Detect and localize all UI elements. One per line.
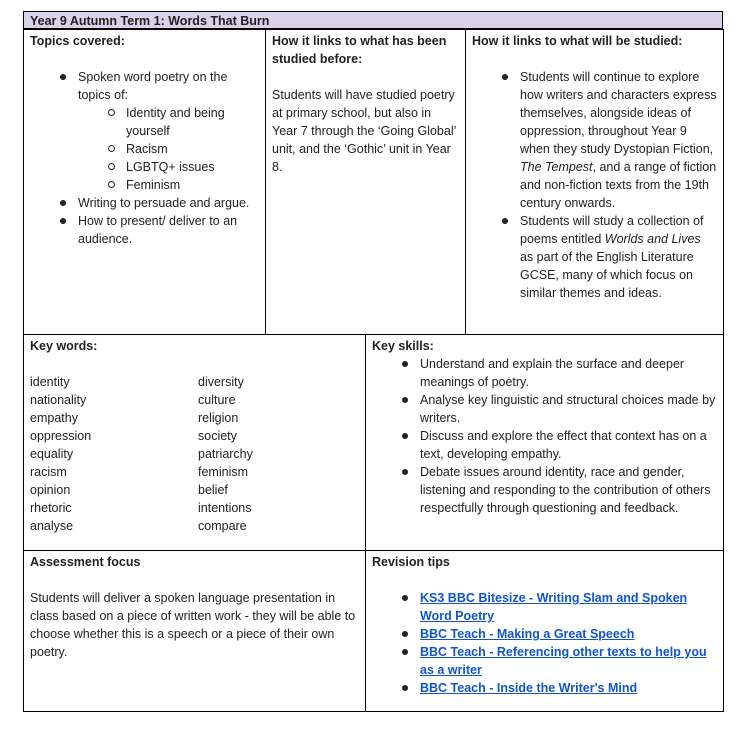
keyword: identity bbox=[30, 375, 70, 389]
skills-heading: Key skills: bbox=[372, 339, 434, 353]
keywords-grid bbox=[30, 373, 359, 535]
keyword: diversity bbox=[198, 375, 244, 389]
text-title: The Tempest bbox=[520, 160, 593, 174]
keyword: equality bbox=[30, 447, 74, 461]
future-heading: How it links to what will be studied: bbox=[472, 34, 683, 48]
keyword: racism bbox=[30, 465, 67, 479]
keyword: patriarchy bbox=[198, 447, 253, 461]
revision-cell bbox=[366, 551, 724, 712]
keyword: opinion bbox=[30, 483, 71, 497]
skills-cell bbox=[366, 335, 724, 551]
keyword: compare bbox=[198, 519, 247, 533]
prior-learning-cell bbox=[266, 30, 466, 335]
list-item: Racism bbox=[126, 140, 259, 158]
list-item: Understand and explain the surface and deeper meanings of poetry. bbox=[420, 355, 717, 391]
list-item: Feminism bbox=[126, 176, 259, 194]
list-item bbox=[420, 589, 717, 625]
list-item: Analyse key linguistic and structural choices made by writers. bbox=[420, 393, 716, 425]
revision-link-referencing[interactable]: BBC Teach - Referencing other texts to help you as a writer bbox=[420, 645, 707, 677]
top-section bbox=[23, 29, 724, 335]
keyword: analyse bbox=[30, 519, 74, 533]
assessment-cell bbox=[24, 551, 366, 712]
keywords-cell bbox=[24, 335, 366, 551]
list-item: How to present/ deliver to an audience. bbox=[78, 212, 259, 248]
revision-link-writers-mind[interactable]: BBC Teach - Inside the Writer's Mind bbox=[420, 681, 638, 695]
keyword: empathy bbox=[30, 411, 78, 425]
revision-link-speech[interactable]: BBC Teach - Making a Great Speech bbox=[420, 627, 635, 641]
list-item bbox=[420, 625, 717, 643]
keyword: oppression bbox=[30, 429, 92, 443]
assessment-body: Students will deliver a spoken language presentation in class based on a piece of written work - they will be able to choose whether this is a speech or a piece of their own poetry. bbox=[30, 591, 356, 659]
text-title: Worlds and Lives bbox=[604, 232, 701, 246]
page-title: Year 9 Autumn Term 1: Words That Burn bbox=[23, 11, 723, 29]
prior-heading: How it links to what has been studied before: bbox=[272, 34, 447, 66]
knowledge-organiser bbox=[23, 11, 723, 712]
keyword: intentions bbox=[198, 501, 252, 515]
assessment-heading: Assessment focus bbox=[30, 555, 141, 569]
topics-cell bbox=[24, 30, 266, 335]
keyword: belief bbox=[198, 483, 228, 497]
list-item: Writing to persuade and argue. bbox=[78, 194, 259, 212]
keyword: nationality bbox=[30, 393, 87, 407]
skills-list bbox=[372, 355, 717, 517]
keyword: feminism bbox=[198, 465, 249, 479]
future-list bbox=[472, 68, 717, 302]
topics-heading: Topics covered: bbox=[30, 34, 125, 48]
keyword: society bbox=[198, 429, 237, 443]
keyword: religion bbox=[198, 411, 239, 425]
keyword: rhetoric bbox=[30, 501, 72, 515]
list-item: Identity and being yourself bbox=[126, 104, 259, 140]
list-item bbox=[420, 643, 717, 679]
revision-list bbox=[372, 589, 717, 697]
prior-body: Students will have studied poetry at primary school, but also in Year 7 through the ‘Going Global’ unit, and the ‘Gothic’ unit in Year 8. bbox=[272, 88, 456, 174]
list-item: Discuss and explore the effect that context has on a text, developing empathy. bbox=[420, 427, 717, 463]
revision-link-bitesize[interactable]: KS3 BBC Bitesize - Writing Slam and Spoken Word Poetry bbox=[420, 591, 688, 623]
bottom-section bbox=[23, 334, 724, 712]
list-item: LGBTQ+ issues bbox=[126, 158, 259, 176]
list-item: Students will continue to explore how writers and characters express themselves, alongside ideas of oppression, throughout Year 9 when they study Dystopian Fiction, The Tempest, and a range of fiction and non-fiction texts from the 19th century onwards. bbox=[520, 70, 717, 210]
list-item: Debate issues around identity, race and gender, listening and responding to the contribution of others respectfully through questioning and feedback. bbox=[420, 463, 717, 517]
keyword: culture bbox=[198, 393, 236, 407]
topics-list bbox=[30, 68, 259, 248]
list-item bbox=[420, 679, 717, 697]
future-learning-cell bbox=[466, 30, 724, 335]
list-item bbox=[78, 68, 259, 194]
list-item: Students will study a collection of poems entitled Worlds and Lives as part of the English Literature GCSE, many of which focus on similar themes and ideas. bbox=[520, 212, 717, 302]
keywords-heading: Key words: bbox=[30, 339, 98, 353]
revision-heading: Revision tips bbox=[372, 555, 450, 569]
topic-text: Spoken word poetry on the topics of: bbox=[78, 70, 228, 102]
